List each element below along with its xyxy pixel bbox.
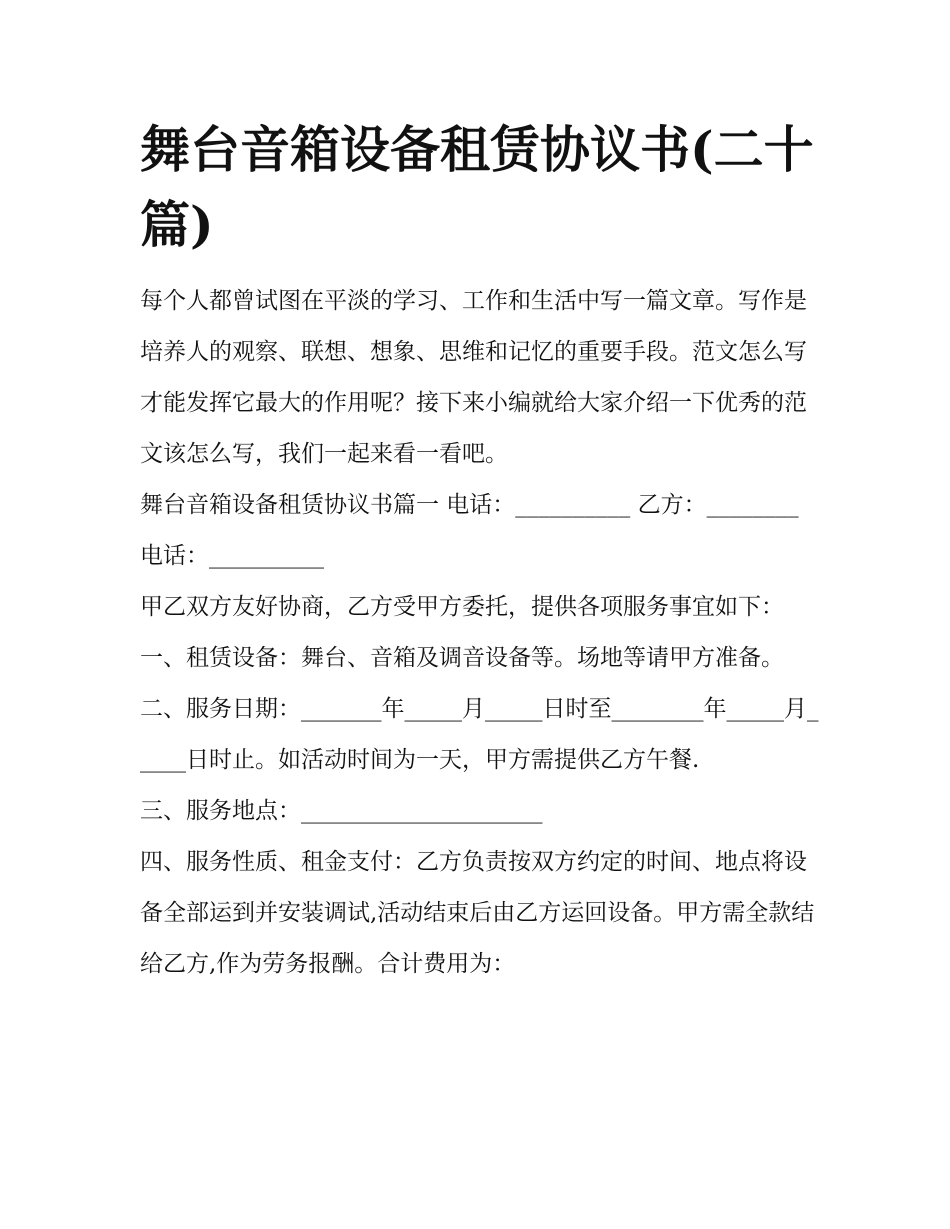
document-title: 舞台音箱设备租赁协议书(二十篇) — [140, 120, 814, 254]
clause-three-paragraph: 三、服务地点：_____________________ — [140, 798, 543, 824]
clause-two-paragraph: 二、服务日期：_______年_____月_____日时至________年_____月_____日时止。如活动时间为一天，甲方需提供乙方午餐. — [140, 696, 819, 773]
intro-paragraph: 每个人都曾试图在平淡的学习、工作和生活中写一篇文章。写作是培养人的观察、联想、想象、思维和记忆的重要手段。范文怎么写才能发挥它最大的作用呢？接下来小编就给大家介绍一下优秀的范文该怎么写，我们一起来看一看吧。 — [140, 288, 807, 467]
document-body — [140, 276, 820, 990]
clause-four-paragraph: 四、服务性质、租金支付：乙方负责按双方约定的时间、地点将设备全部运到并安装调试,活动结束后由乙方运回设备。甲方需全款结给乙方,作为劳务报酬。合计费用为： — [140, 849, 815, 977]
contract-header-paragraph: 舞台音箱设备租赁协议书篇一 电话：__________ 乙方：________ 电话：__________ — [140, 492, 799, 569]
clause-one-paragraph: 甲乙双方友好协商，乙方受甲方委托，提供各项服务事宜如下： 一、租赁设备：舞台、音箱及调音设备等。场地等请甲方准备。 — [140, 594, 784, 671]
